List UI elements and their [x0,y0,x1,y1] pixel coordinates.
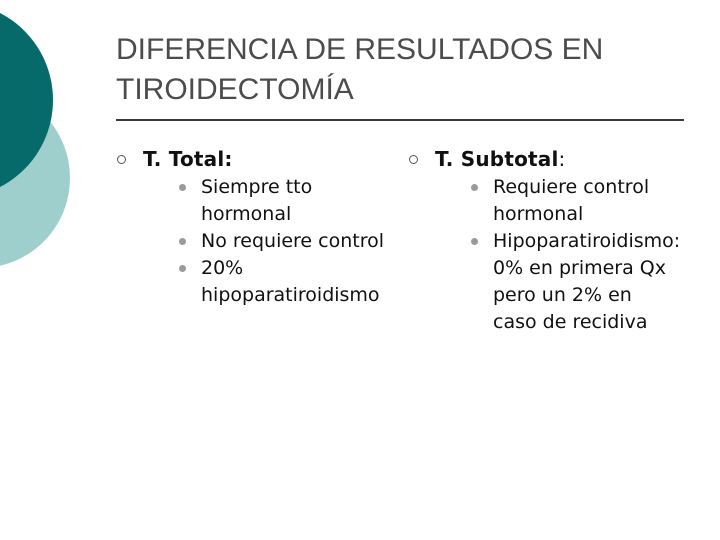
sub-item-hipoparatiroidismo: 20% hipoparatiroidismo [143,255,386,309]
title-line-1: DIFERENCIA DE RESULTADOS EN [116,33,604,66]
bullet-subtotal-thyroidectomy [408,146,708,336]
filled-circle-bullet-icon [471,238,478,245]
title-line-2: TIROIDECTOMÍA [116,73,354,106]
left-column [116,146,386,309]
sub-list-total [143,174,386,309]
sub-item-no-requiere: No requiere control [143,228,386,255]
hollow-circle-bullet-icon [117,155,126,164]
bullet-total-thyroidectomy [116,146,386,309]
filled-circle-bullet-icon [179,238,186,245]
sub-item-requiere-control: Requiere control hormonal [435,174,708,228]
slide-title [116,30,696,110]
right-column [408,146,708,336]
hollow-circle-bullet-icon [409,155,418,164]
title-divider [116,119,684,121]
heading-subtotal: T. Subtotal: [435,147,566,171]
filled-circle-bullet-icon [179,265,186,272]
sub-list-subtotal [435,174,708,336]
heading-total: T. Total: [143,147,233,171]
filled-circle-bullet-icon [471,184,478,191]
decorative-circles [0,0,120,300]
sub-item-siempre-tto: Siempre tto hormonal [143,174,386,228]
filled-circle-bullet-icon [179,184,186,191]
sub-item-hipoparatiroidismo-subtotal: Hipoparatiroidismo: 0% en primera Qx pero un 2% en caso de recidiva [435,228,708,336]
